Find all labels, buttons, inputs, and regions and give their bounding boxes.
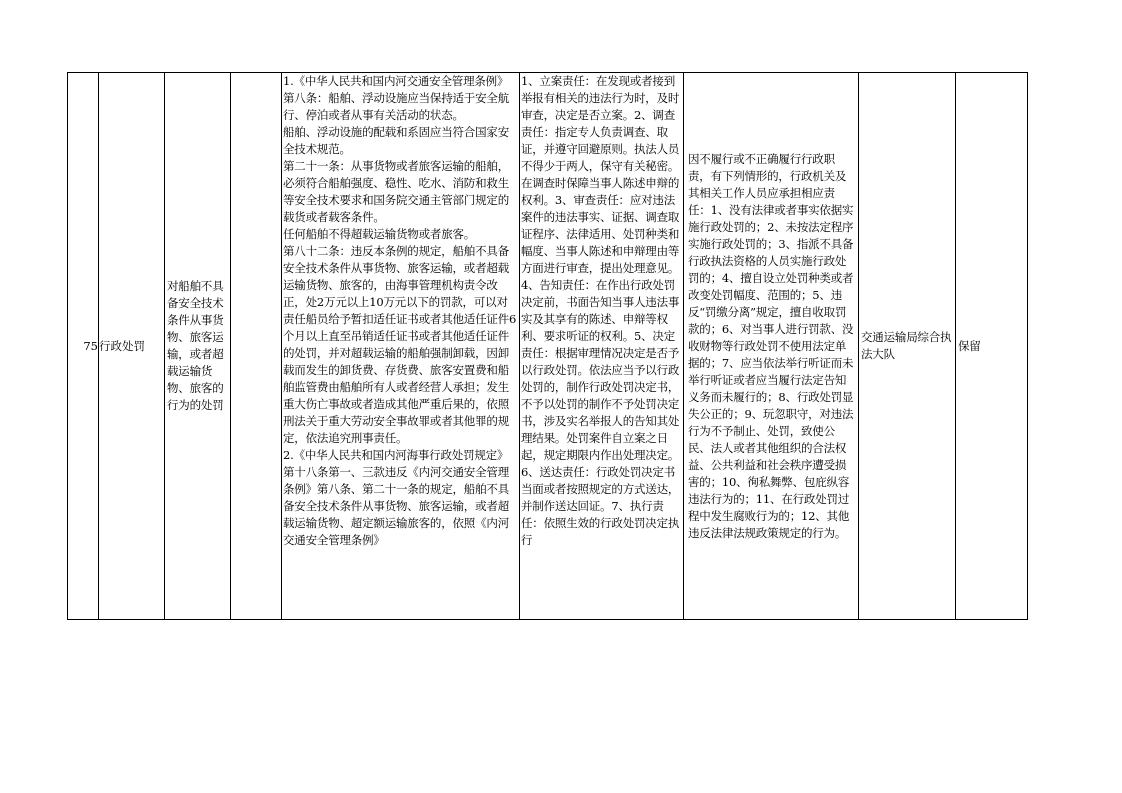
remark: 保留 xyxy=(958,338,981,353)
sub-item-cell xyxy=(231,73,282,620)
liability-cell xyxy=(684,73,859,620)
remark-cell xyxy=(956,73,1028,620)
department-cell xyxy=(859,73,956,620)
responsibility-items: 1、立案责任：在发现或者接到举报有相关的违法行为时，及时审查，决定是否立案。2、调查责任：指定专人负责调查、取证，并遵守回避原则。执法人员不得少于两人，保守有关秘密。在调查时保障当事人陈述申辩的权利。3、审查责任：应对违法案件的违法事实、证据、调查取证程序、法律适用、处罚种类和幅度、当事人陈述和申辩理由等方面进行审查，提出处理意见。4、告知责任：在作出行政处罚决定前，书面告知当事人违法事实及其享有的陈述、申辩等权利、要求听证的权利。5、决定责任：根据审理情况决定是否予以行政处罚。依法应当予以行政处罚的，制作行政处罚决定书，不予以处罚的制作不予处罚决定书，涉及实名举报人的告知其处理结果。处罚案件自立案之日起，规定期限内作出处理决定。 6、送达责任：行政处罚决定书当面或者按照规定的方式送达，并制作送达回证。7、执行责任：依照生效的行政处罚决定执行 xyxy=(521,74,680,547)
item-name-cell xyxy=(165,73,231,620)
legal-basis-cell xyxy=(282,73,520,620)
liability-items: 因不履行或不正确履行行政职责，有下列情形的，行政机关及其相关工作人员应承担相应责任：1、没有法律或者事实依据实施行政处罚的；2、未按法定程序实施行政处罚的；3、指派不具备行政执法资格的人员实施行政处罚的；4、擅自设立处罚种类或者改变处罚幅度、范围的；5、违反“罚缴分离”规定，擅自收取罚款的；6、对当事人进行罚款、没收财物等行政处罚不使用法定单据的；7、应当依法举行听证而未举行听证或者应当履行法定告知义务而未履行的；8、行政处罚显失公正的；9、玩忽职守，对违法行为不予制止、处罚，致使公民、法人或者其他组织的合法权益、公共利益和社会秩序遭受损害的；10、徇私舞弊、包庇纵容违法行为的；11、在行政处罚过程中发生腐败行为的；12、其他违反法律法规政策规定的行为。 xyxy=(688,151,854,540)
power-category: 行政处罚 xyxy=(99,73,165,620)
row-index: 75 xyxy=(68,73,99,620)
power-list-table xyxy=(67,72,1028,620)
table-row xyxy=(68,73,1028,620)
item-name: 对船舶不具备安全技术条件从事货物、旅客运输，或者超载运输货物、旅客的行为的处罚 xyxy=(167,279,224,412)
responsibility-cell xyxy=(520,73,684,620)
department: 交通运输局综合执法大队 xyxy=(861,330,952,361)
legal-basis: 1.《中华人民共和国内河交通安全管理条例》 第八条：船舶、浮动设施应当保持适于安全航行、停泊或者从事有关活动的状态。 船舶、浮动设施的配载和系固应当符合国家安全技术规范。 第二十一条：从事货物或者旅客运输的船舶，必须符合船舶强度、稳性、吃水、消防和救生等安全技术要求和国务院交通主管部门规定的载货或者载客条件。 任何船舶不得超载运输货物或者旅客。 第八十二条：违反本条例的规定，船舶不具备安全技术条件从事货物、旅客运输，或者超载运输货物、旅客的，由海事管理机构责令改正，处2万元以上10万元以下的罚款，可以对责任船员给予暂扣适任证书或者其他适任证件6个月以上直至吊销适任证书或者其他适任证件的处罚，并对超载运输的船舶强制卸载，因卸载而发生的卸货费、存货费、旅客安置费和船舶监管费由船舶所有人或者经营人承担；发生重大伤亡事故或者造成其他严重后果的，依照刑法关于重大劳动安全事故罪或者其他罪的规定，依法追究刑事责任。 2.《中华人民共和国内河海事行政处罚规定》 第十八条第一、三款违反《内河交通安全管理条例》第八条、第二十一条的规定，船舶不具备安全技术条件从事货物、旅客运输，或者超载运输货物、超定额运输旅客的，依照《内河交通安全管理条例》 xyxy=(283,74,517,547)
